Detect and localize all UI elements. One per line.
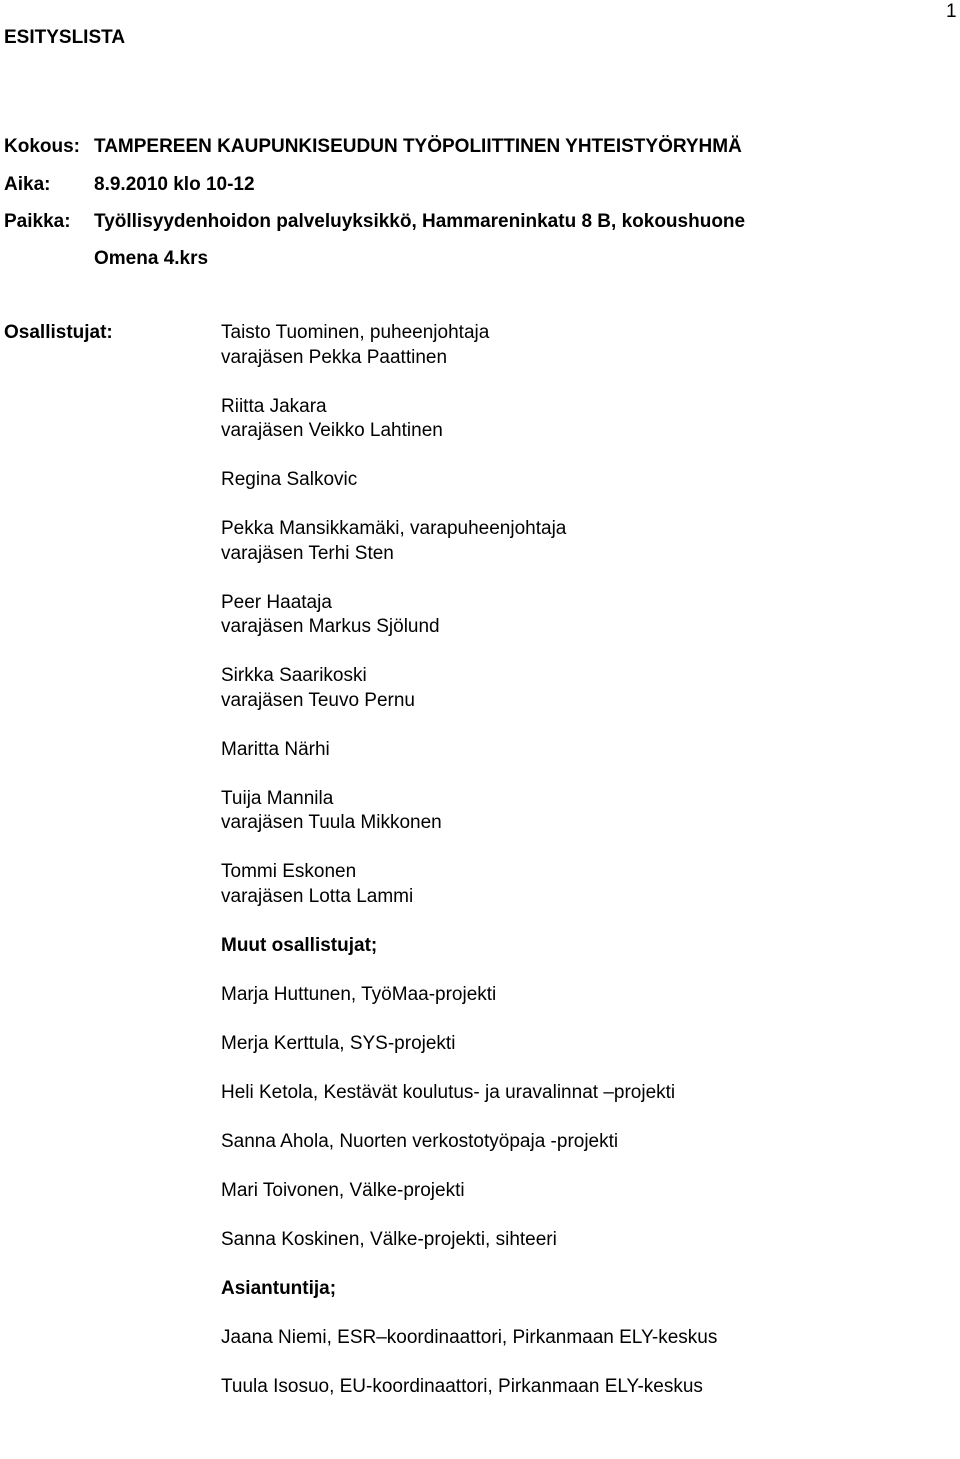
meeting-place-line1: Työllisyydenhoidon palveluyksikkö, Hammareninkatu 8 B, kokoushuone: [94, 211, 746, 232]
experts-heading: Asiantuntija;: [221, 1277, 337, 1299]
meeting-time: 8.9.2010 klo 10-12: [94, 174, 255, 195]
participant-name: Maritta Närhi: [221, 738, 330, 760]
participant-group: [221, 664, 717, 713]
other-participant: Sanna Ahola, Nuorten verkostotyöpaja -projekti: [221, 1130, 619, 1152]
other-participant: Sanna Koskinen, Välke-projekti, sihteeri: [221, 1228, 557, 1250]
document-title: ESITYSLISTA: [4, 27, 126, 48]
other-participant: Mari Toivonen, Välke-projekti: [221, 1179, 465, 1201]
participant-name: Regina Salkovic: [221, 469, 358, 490]
participant-name: Pekka Mansikkamäki, varapuheenjohtaja: [221, 518, 567, 539]
expert: Jaana Niemi, ESR–koordinaattori, Pirkanmaan ELY-keskus: [221, 1326, 718, 1348]
time-label: Aika:: [4, 174, 51, 195]
participant-name: Peer Haataja: [221, 591, 332, 613]
participant-name: Sirkka Saarikoski: [221, 665, 367, 686]
participant-deputy: varajäsen Pekka Paattinen: [221, 346, 448, 368]
meeting-name: TAMPEREEN KAUPUNKISEUDUN TYÖPOLIITTINEN YHTEISTYÖRYHMÄ: [94, 136, 742, 157]
participant-group: [221, 591, 717, 640]
participant-name: Taisto Tuominen, puheenjohtaja: [221, 322, 490, 343]
other-participant: Merja Kerttula, SYS-projekti: [221, 1032, 456, 1054]
list-item: [221, 1375, 717, 1400]
participant-group: [221, 321, 717, 370]
list-item: [221, 1228, 717, 1253]
participant-deputy: varajäsen Markus Sjölund: [221, 616, 440, 637]
participant-deputy: varajäsen Veikko Lahtinen: [221, 420, 443, 441]
participant-deputy: varajäsen Tuula Mikkonen: [221, 812, 442, 833]
participant-group: [221, 517, 717, 566]
other-participants-heading: Muut osallistujat;: [221, 934, 378, 956]
list-item: [221, 1032, 717, 1057]
place-label: Paikka:: [4, 211, 71, 232]
participant-group: [221, 860, 717, 909]
participant-group: [221, 395, 717, 444]
participant-group: [221, 468, 717, 493]
participant-name: Tommi Eskonen: [221, 861, 357, 882]
participant-deputy: varajäsen Lotta Lammi: [221, 885, 414, 907]
page-number: 1: [946, 1, 957, 22]
other-participant: Marja Huttunen, TyöMaa-projekti: [221, 983, 497, 1005]
list-item: [221, 1326, 717, 1351]
other-participants-heading-group: [221, 934, 717, 959]
experts-heading-group: [221, 1277, 717, 1302]
expert: Tuula Isosuo, EU-koordinaattori, Pirkanmaan ELY-keskus: [221, 1375, 703, 1397]
list-item: [221, 1081, 717, 1106]
participant-deputy: varajäsen Teuvo Pernu: [221, 689, 415, 711]
participant-group: [221, 738, 717, 763]
participant-deputy: varajäsen Terhi Sten: [221, 542, 394, 564]
meeting-place-line2: Omena 4.krs: [94, 248, 209, 269]
participants-list: [221, 321, 717, 1399]
list-item: [221, 1179, 717, 1204]
list-item: [221, 983, 717, 1008]
participant-name: Riitta Jakara: [221, 395, 327, 417]
list-item: [221, 1130, 717, 1155]
meeting-label: Kokous:: [4, 136, 80, 157]
participant-name: Tuija Mannila: [221, 787, 334, 809]
participant-group: [221, 787, 717, 836]
other-participant: Heli Ketola, Kestävät koulutus- ja uravalinnat –projekti: [221, 1081, 676, 1103]
participants-label: Osallistujat:: [4, 322, 113, 343]
